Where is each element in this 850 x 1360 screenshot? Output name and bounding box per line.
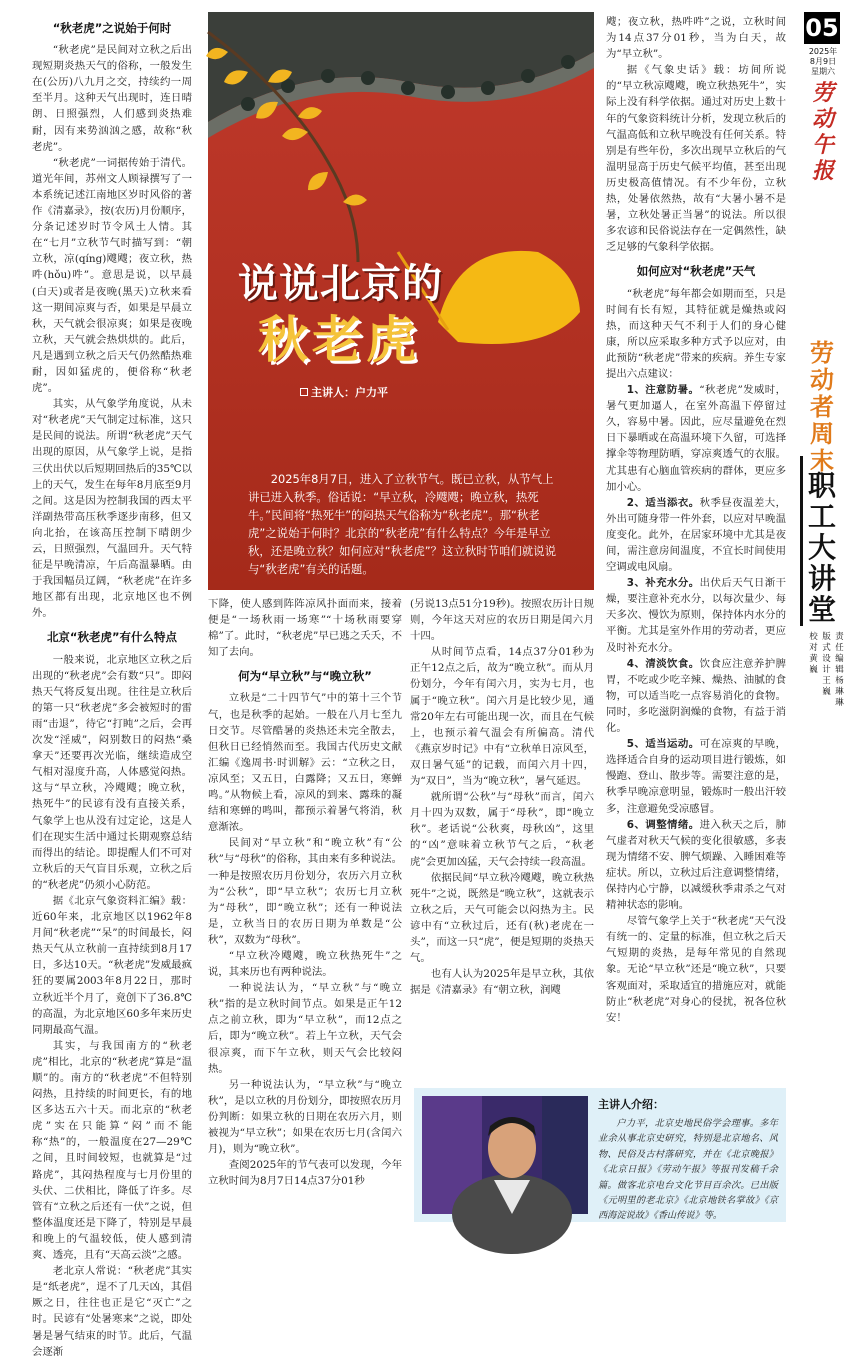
speaker-byline: 主讲人：户力平 bbox=[300, 384, 388, 400]
paragraph: 也有人认为2025年是早立秋，其依据是《清嘉录》有“朝立秋，润飕 bbox=[410, 968, 594, 997]
page-number: 05 bbox=[805, 14, 839, 42]
hero-banner bbox=[208, 12, 594, 590]
tip-paragraph: 6、调整情绪。进入秋天之后，肺气虚者对秋天气候的变化很敏感，多表现为情绪不安、脾气烦躁、入睡困难等症状。所以，立秋过后注意调整情绪，保持内心宁静，以减缓秋季肃杀之气对精神状态的影响。 bbox=[606, 818, 786, 912]
tip-paragraph: 1、注意防暑。“秋老虎”发威时，暑气更加逼人，在室外高温下停留过久，容易中暑。因此，应尽量避免在烈日下暴晒或在高温环境下久留，可选择撑伞等物理防晒，穿凉爽透气的衣服。尤其患有心脑血管疾病的群体，更应多加小心。 bbox=[606, 384, 786, 493]
lead-paragraph: 2025年8月7日，进入了立秋节气。既已立秋，从节气上讲已进入秋季。俗话说：“早立秋，冷飕飕；晚立秋，热死牛。”民间将“热死牛”的闷热天气俗称为“秋老虎”。那“秋老虎”之说始于何时？北京的“秋老虎”有什么特点？今年是早立秋，还是晚立秋？如何应对“秋老虎”？这立秋时节咱们就说说与“秋老虎”有关的话题。 bbox=[248, 472, 556, 576]
paragraph: 依据民间“早立秋冷飕飕，晚立秋热死牛”之说，既然是“晚立秋”，这就表示立秋之后，天气可能会以闷热为主。民谚中有“立秋过后，还有(秋)老虎在一头”，而这一只“虎”，便是短期的炎热天气。 bbox=[410, 871, 594, 965]
author-photo bbox=[422, 1096, 588, 1214]
author-bio: 户力平，北京史地民俗学会理事。多年业余从事北京史研究，特别是北京地名、风物、民俗及古村落研究，并在《北京晚报》《北京日报》《劳动午报》等报刊发稿千余篇。做客北京电台文化节目百余次。已出版《元明里的老北京》《北京地铁名掌故》《京西海淀说故》《香山传说》等。 bbox=[598, 1118, 778, 1222]
paragraph: 就所谓“公秋”与“母秋”而言，闰六月十四为双数，属于“母秋”，即“晚立秋”。老话说“公秋爽，母秋凶”，这里的“凶”意味着立秋节气之后，“秋老虎”会更加凶猛，天气会持续一段高温。 bbox=[410, 791, 594, 868]
section-heading: 北京“秋老虎”有什么特点 bbox=[46, 630, 178, 645]
tip-paragraph: 3、补充水分。出伏后天气日渐干燥，要注意补充水分，以每次量少、每天多次、慢饮为原则，保持体内水分的平衡。尤其是室外作用的劳动者，更应及时补充水分。 bbox=[606, 577, 786, 654]
tip-title: 1、注意防暑。 bbox=[626, 384, 700, 397]
paragraph: (另说13点51分19秒)。按照农历计日规则，今年这天对应的农历日期是闰六月十四。 bbox=[410, 598, 594, 643]
paragraph: “秋老虎”一词据传始于清代。道光年间，苏州文人顾禄撰写了一本系统记述江南地区岁时风俗的著作《清嘉录》，按(农历)月份顺序，分条记述岁时节令风土人情。其在“七月”立秋节气时描写到：“朝立秋，凉(qíng)飕飕；夜立秋，热吽(hǒu)吽”。意思是说，以早晨(白天)或者是夜晚(黑天)立秋来看这一期间凉爽与否，如果是早晨立秋，天气就会很凉爽；如果是夜晚立秋，天气就会热烘烘的。此后，凡是遇到立秋之后天气仍然酷热难耐，因如猛虎的，便俗称“秋老虎”。 bbox=[32, 156, 192, 395]
paragraph: 据《北京气象资料汇编》载：近60年来，北京地区以1962年8月间“秋老虎”“呆”的时间最长，闷热天气从立秋前一直持续到8月17日，多达10天。“秋老虎”发威最疯狂的要属2003年8月22日，那时立秋近半个月了，竟创下了36.8℃的高温，为北京地区60多年来历史同期最高气温。 bbox=[32, 894, 192, 1036]
article-column-2 bbox=[208, 596, 402, 1189]
masthead-logo: 劳动午报 bbox=[811, 80, 834, 184]
tip-title: 4、清淡饮食。 bbox=[626, 657, 700, 670]
section-heading: 何为“早立秋”与“晚立秋” bbox=[238, 669, 372, 684]
paragraph: “秋老虎”每年都会如期而至，只是时间有长有短，其特征就是燥热或闷热，而这种天气不利于人们的身心健康，所以应采取多种方式予以应对，由此预防“秋老虎”带来的疾病。养生专家提出六点建议： bbox=[606, 287, 786, 380]
paragraph: “秋老虎”是民间对立秋之后出现短期炎热天气的俗称，一般发生在(公历)八九月之交，持续约一周至半月。这种天气出现时，连日晴朗、日照强烈，人们感到炎热难耐，因有来势汹汹之感，故称“秋老虎”。 bbox=[32, 44, 192, 153]
paragraph: 老北京人常说：“秋老虎”其实是“纸老虎”，逞不了几天凶，其倡厥之日，往往也正是它“灭亡”之时。民谚有“处暑寒来”之说，即处暑是暑气结束的时节。此后，气温会逐渐 bbox=[32, 1265, 192, 1358]
paragraph: 从时间节点看，14点37分01秒为正午12点之后，故为“晚立秋”。而从月份划分，今年有闰六月，实为七月，也属于“晚立秋”。闰六月是比较少见，通常20年左右可能出现一次，而且在气候上，也预示着气温会有所偏高。清代《燕京岁时记》中有“立秋单日凉风至，双日暑气延”的记载，而闰六月十四，为“双日”，当为“晚立秋”，暑气延迟。 bbox=[410, 646, 594, 788]
tip-title: 3、补充水分。 bbox=[626, 577, 700, 590]
headline-line-1: 说说北京的 bbox=[238, 261, 443, 307]
paragraph: 据《气象史话》载：坊间所说的“早立秋凉飕飕，晚立秋热死牛”，实际上没有科学依据。通过对历史上数十年的气象资料统计分析，发现立秋后的气温高低和立秋早晚没有任何关系。特别是有些年份，多次出现早立秋后的气温明显高于历史气候平均值，甚至出现历史极高值情况。有不少年份，立秋热，处暑依然热，故有“大暑小暑不是暑，立秋处暑正当暑”的说法。所以很多农谚和民俗说法存在一定偶然性，缺乏足够的气象科学依据。 bbox=[606, 64, 786, 254]
paragraph: 民间对“早立秋”和“晚立秋”有“公秋”与“母秋”的俗称，其由来有多种说法。一种是按照农历月份划分，农历六月立秋为“公秋”，即“早立秋”；农历七月立秋为“母秋”，即“晚立秋”；还有一种说法是，立秋当日的农历日期为单数是“公秋”，双数为“母秋”。 bbox=[208, 837, 402, 946]
paragraph: 立秋是“二十四节气”中的第十三个节气，也是秋季的起始。一般在八月七至九日交节。尽管酷暑的炎热还未完全散去，但秋日已经悄然而至。我国古代历史文献汇编《逸周书·时训解》云：“立秋之日，凉风至；又五日，白露降；又五日，寒蝉鸣。”从物候上看，凉风的到来、露珠的凝结和寒蝉的鸣叫，都预示着暑气将消，秋意渐浓。 bbox=[208, 692, 402, 834]
square-bullet-icon bbox=[300, 388, 308, 396]
tip-title: 5、适当运动。 bbox=[626, 738, 700, 751]
tip-paragraph: 4、清淡饮食。饮食应注意养护脾胃，不吃或少吃辛辣、燥热、油腻的食物，可以适当吃一点容易消化的食物。同时，多吃滋阴润燥的食物，有益于消化。 bbox=[606, 657, 786, 735]
paragraph: 其实，与我国南方的“秋老虎”相比，北京的“秋老虎”算是“温顺”的。南方的“秋老虎”不但特别闷热，且持续的时间更长，有的地区多达五六十天。而北京的“秋老虎”实在只能算“闷”而不能称“热”的，一般温度在27—29℃之间，且时间较短，也就算是“过路虎”，其闷热程度与七月份里的头伏、二伏相比，降低了许多。尽管有“立秋之后还有一伏”之说，但整体温度还是下降了，特别是早晨和晚上的气温较低，使人感到清爽、透亮，且有“天高云淡”之感。 bbox=[32, 1039, 192, 1262]
article-column-3 bbox=[410, 596, 594, 998]
tip-title: 2、适当添衣。 bbox=[626, 496, 700, 509]
paragraph: 飕；夜立秋，热吽吽”之说，立秋时间为14点37分01秒，当为白天，故为“早立秋”。 bbox=[606, 16, 786, 61]
tip-paragraph: 5、适当运动。可在凉爽的早晚，选择适合自身的运动项目进行锻炼，如慢跑、登山、散步等。需要注意的是，秋季早晚凉意明显，锻炼时一般出汗较多，注意避免受凉感冒。 bbox=[606, 738, 786, 815]
author-portrait-illustration bbox=[422, 1096, 588, 1214]
section-title: 劳动者周末 bbox=[810, 339, 834, 475]
tip-paragraph: 2、适当添衣。秋季昼夜温差大，外出可随身带一件外套，以应对早晚温度变化。此外，在居家环境中尤其是夜间，需注意房间温度，不宜长时间使用空调或电风扇。 bbox=[606, 496, 786, 574]
column-title: 职工大讲堂 bbox=[807, 469, 836, 626]
section-heading: 如何应对“秋老虎”天气 bbox=[636, 264, 756, 279]
article-column-1 bbox=[32, 20, 192, 1360]
paragraph: 下降，使人感到阵阵凉风扑面而来，接着便是“一场秋雨一场寒”“十场秋雨要穿棉”了。此时，“秋老虎”早已逃之夭夭，不知了去向。 bbox=[208, 598, 402, 659]
paragraph: 一般来说，北京地区立秋之后出现的“秋老虎”会有数“只”。即闷热天气将反复出现。往往是立秋后的第一只“秋老虎”多会被短时的雷雨“击退”，待它“打盹”之后，会再次发“淫威”，闷别数日的闷热“桑拿天”还要再次光临，继续造成空气相对湿度升高，人体感觉闷热。这与“早立秋，冷飕飕；晚立秋，热死牛”的民谚有没有直接关系，气象学上也从没有过定论，这是人们在现实生活中通过长期观察总结而得出的结论。即提醒人们不可对立秋后的天气盲目乐观，立秋之后的“秋老虎”仍须小心防范。 bbox=[32, 653, 192, 891]
paragraph: 一种说法认为，“早立秋”与“晚立秋”指的是立秋时间节点。如果是正午12点之前立秋，即为“早立秋”，而12点之后，即为“晚立秋”。若上午立秋，天气会很凉爽，而下午立秋，则天气会比较闷热。 bbox=[208, 982, 402, 1075]
paragraph: 查阅2025年的节气表可以发现，今年立秋时间为8月7日14点37分01秒 bbox=[208, 1159, 402, 1188]
author-label: 主讲人介绍： bbox=[598, 1098, 664, 1111]
headline-line-2: 秋老虎 bbox=[258, 311, 420, 369]
paragraph: 另一种说法认为，“早立秋”与“晚立秋”，是以立秋的月份划分，即按照农历月份判断：如果立秋的日期在农历六月，则被视为“早立秋”；如果在农历七月(含闰六月)，则为“晚立秋”。 bbox=[208, 1078, 402, 1156]
author-box bbox=[414, 1088, 786, 1222]
section-heading: “秋老虎”之说始于何时 bbox=[52, 21, 172, 35]
tip-title: 6、调整情绪。 bbox=[626, 818, 700, 831]
issue-date: 2025年 8月9日 星期六 bbox=[808, 47, 838, 76]
editor-credits: 责任编辑 杨琳琳 版式设计 王巍 校 对 黄巍 bbox=[809, 632, 844, 708]
paragraph: 其实，从气象学角度说，从未对“秋老虎”天气制定过标准，这只是民间的说法。所谓“秋老虎”天气出现的原因，从气象学上说，是指三伏出伏以后短期回热后的35℃以上的天气，发生在每年8月底至9月之间。这是因为控制我国的西太平洋副热带高压秋季逐步南移，但又向北抬，在该高压控制下晴朗少云，日照强烈，气温回升。天气特征是早晚清凉，午后高温暴晒。由于我国幅员辽阔，“秋老虎”在许多地区都有出现，北京地区也不例外。 bbox=[32, 398, 192, 620]
paragraph: 尽管气象学上关于“秋老虎”天气没有统一的、定量的标准，但立秋之后天气短期的炎热，是每年常见的自然现象。无论“早立秋”还是“晚立秋”，只要客观面对，采取适宜的措施应对，就能防止“秋老虎”对身心的侵扰，祝各位秋安！ bbox=[606, 915, 786, 1024]
article-column-4 bbox=[606, 14, 786, 1026]
paragraph: “早立秋冷飕飕，晚立秋热死牛”之说，其来历也有两种说法。 bbox=[208, 949, 402, 979]
